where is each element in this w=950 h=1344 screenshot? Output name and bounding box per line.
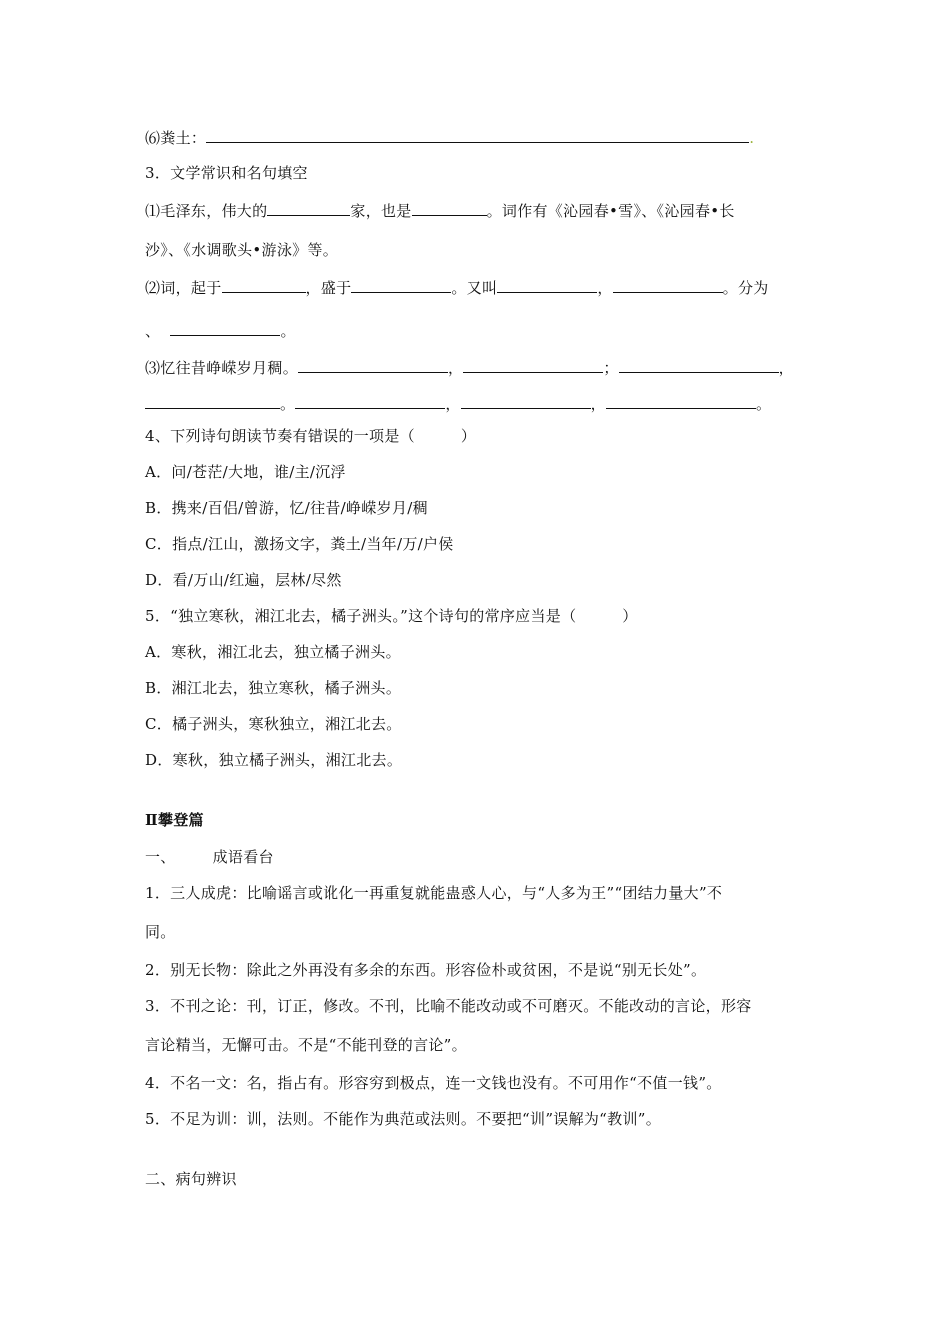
q2-text-e: 。分为 <box>722 279 769 297</box>
answer-blank[interactable] <box>145 393 280 409</box>
answer-blank[interactable] <box>463 357 603 373</box>
answer-blank[interactable] <box>295 393 445 409</box>
answer-blank[interactable] <box>613 277 723 293</box>
part-2-heading: 二、病句辨识 <box>145 1170 237 1188</box>
item-6-label: ⑹粪土： <box>145 129 207 147</box>
q1-continued: 沙》、《水调歌头•游泳》等。 <box>145 241 339 259</box>
answer-blank[interactable] <box>497 277 597 293</box>
question-5-option: A．寒秋，湘江北去，独立橘子洲头。 <box>145 643 401 661</box>
q2-cont-b: 。 <box>280 322 296 340</box>
q3-cont-a: 。 <box>280 395 296 413</box>
q3-cont-b: ， <box>445 395 461 413</box>
idiom-line: 5．不足为训：训，法则。不能作为典范或法则。不要把“训”误解为“教训”。 <box>145 1110 662 1128</box>
question-4-stem: 4、下列诗句朗读节奏有错误的一项是（ ） <box>145 427 477 445</box>
question-4-option: D．看/万山/红遍，层林/尽然 <box>145 571 342 589</box>
question-5-option: C．橘子洲头，寒秋独立，湘江北去。 <box>145 715 402 733</box>
q2-text-c: 。又叫 <box>451 279 498 297</box>
part-1-title: 成语看台 <box>212 848 274 866</box>
idiom-line: 2．别无长物：除此之外再没有多余的东西。形容俭朴或贫困，不是说“别无长处”。 <box>145 961 707 979</box>
answer-blank[interactable] <box>267 200 350 216</box>
answer-blank[interactable] <box>619 357 779 373</box>
q3-cont-d: 。 <box>755 395 772 413</box>
question-5-stem: 5．“独立寒秋，湘江北去，橘子洲头。”这个诗句的常序应当是（ ） <box>145 607 638 625</box>
heading-literature: 3．文学常识和名句填空 <box>145 164 308 182</box>
q3-line <box>145 357 794 378</box>
part-1-heading <box>145 847 274 867</box>
q1-text-b: 家，也是 <box>350 202 412 220</box>
part-1-number: 一、 <box>145 848 176 866</box>
q2-text-a: ⑵词，起于 <box>145 279 222 297</box>
idiom-line: 同。 <box>145 923 176 941</box>
q2-line <box>145 277 769 298</box>
question-4-option: B．携来/百侣/曾游，忆/往昔/峥嵘岁月/稠 <box>145 499 428 517</box>
q1-text-a: ⑴毛泽东，伟大的 <box>145 202 268 220</box>
idiom-line: 3．不刊之论：刊，订正，修改。不刊，比喻不能改动或不可磨灭。不能改动的言论，形容 <box>145 997 752 1015</box>
q2-continued <box>145 320 296 341</box>
question-5-option: D．寒秋，独立橘子洲头，湘江北去。 <box>145 751 403 769</box>
idiom-line: 1．三人成虎：比喻谣言或讹化一再重复就能蛊惑人心，与“人多为王”“团结力量大”不 <box>145 884 723 902</box>
q1-text-c: 。词作有《沁园春•雪》、《沁园春•长 <box>486 202 735 220</box>
answer-blank[interactable] <box>206 127 749 143</box>
answer-blank[interactable] <box>412 200 487 216</box>
answer-blank[interactable] <box>606 393 756 409</box>
idiom-line: 言论精当，无懈可击。不是“不能刊登的言论”。 <box>145 1036 467 1054</box>
q3-text-c: ； <box>603 359 619 377</box>
idiom-line: 4．不名一文：名，指占有。形容穷到极点，连一文钱也没有。不可用作“不值一钱”。 <box>145 1074 722 1092</box>
question-4-option: A．问/苍茫/大地，谁/主/沉浮 <box>145 463 346 481</box>
q2-cont-a: 、 <box>145 322 161 340</box>
item-6-line <box>145 127 754 148</box>
q3-text-b: ， <box>448 359 464 377</box>
answer-blank[interactable] <box>298 357 448 373</box>
question-5-option: B．湘江北去，独立寒秋，橘子洲头。 <box>145 679 402 697</box>
answer-blank[interactable] <box>351 277 451 293</box>
q2-text-d: ， <box>597 279 613 297</box>
q1-line <box>145 200 735 221</box>
q3-text-d: ， <box>778 359 794 377</box>
answer-blank[interactable] <box>461 393 591 409</box>
q3-cont-c: ， <box>590 395 606 413</box>
answer-blank[interactable] <box>222 277 306 293</box>
q3-text-a: ⑶忆往昔峥嵘岁月稠。 <box>145 359 299 377</box>
section-2-title: Ⅱ攀登篇 <box>145 811 204 829</box>
answer-blank[interactable] <box>170 320 280 336</box>
q2-text-b: ，盛于 <box>305 279 352 297</box>
stray-dot: . <box>749 129 755 147</box>
q3-continued <box>145 393 771 414</box>
question-4-option: C．指点/江山，激扬文字，粪土/当年/万/户侯 <box>145 535 454 553</box>
